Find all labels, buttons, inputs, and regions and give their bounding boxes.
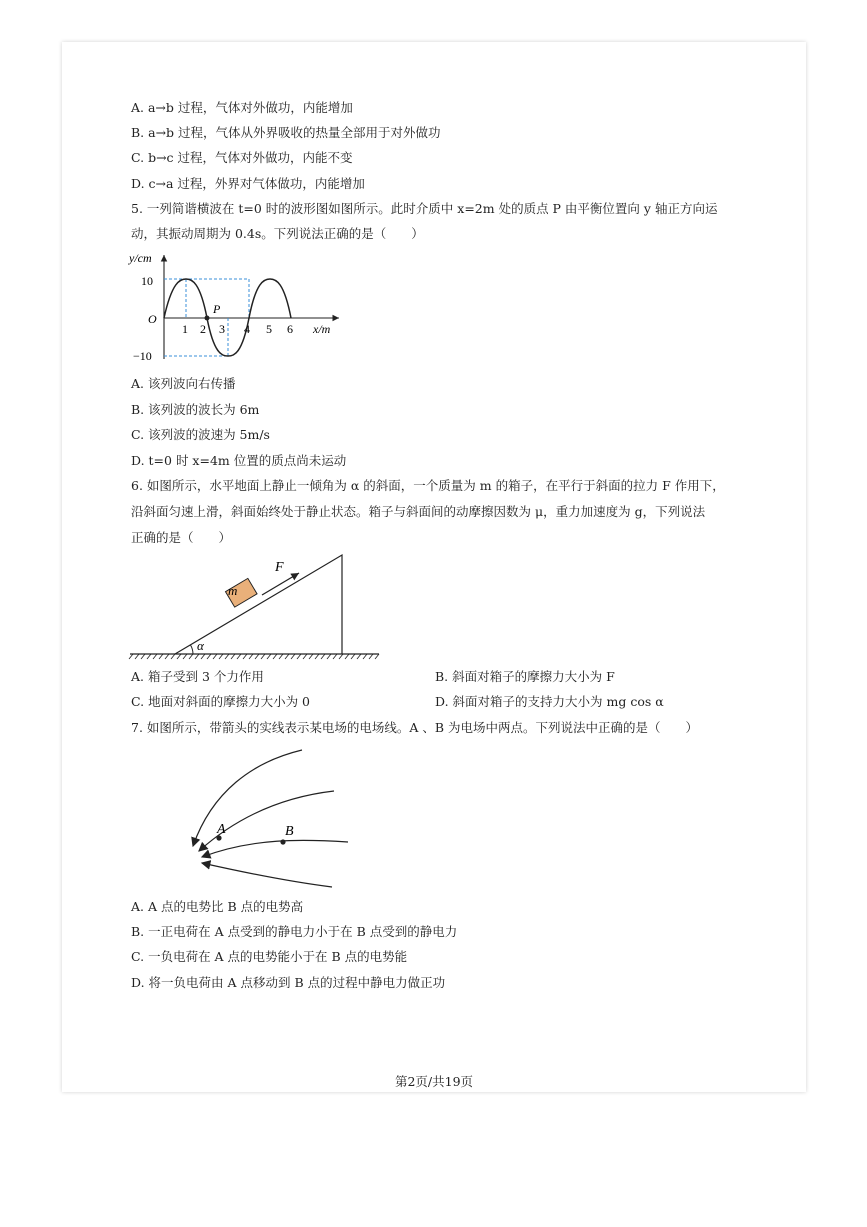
q6-option-d: D. 斜面对箱子的支持力大小为 mg cos α bbox=[435, 694, 664, 709]
x-tick-1: 1 bbox=[182, 322, 188, 336]
q5-option-a: A. 该列波向右传播 bbox=[131, 376, 236, 391]
q7-option-c: C. 一负电荷在 A 点的电势能小于在 B 点的电势能 bbox=[131, 949, 408, 964]
q6-option-a: A. 箱子受到 3 个力作用 bbox=[131, 669, 264, 684]
q7-option-d: D. 将一负电荷由 A 点移动到 B 点的过程中静电力做正功 bbox=[131, 975, 446, 990]
incline-figure bbox=[127, 550, 387, 665]
q6-option-c: C. 地面对斜面的摩擦力大小为 0 bbox=[131, 694, 310, 709]
q5-option-d: D. t=0 时 x=4m 位置的质点尚未运动 bbox=[131, 453, 347, 468]
origin-label: O bbox=[148, 312, 157, 326]
q6-stem-line3: 正确的是（ ） bbox=[131, 530, 232, 545]
point-p-label: P bbox=[213, 302, 221, 316]
document-page bbox=[62, 42, 806, 1092]
q7-option-b: B. 一正电荷在 A 点受到的静电力小于在 B 点受到的静电力 bbox=[131, 924, 458, 939]
wave-graph bbox=[127, 247, 347, 367]
x-tick-4: 4 bbox=[244, 322, 250, 336]
angle-label: α bbox=[197, 638, 204, 653]
q7-stem: 7. 如图所示，带箭头的实线表示某电场的电场线。A 、B 为电场中两点。下列说法中正确的是（ ） bbox=[131, 720, 699, 735]
q4-option-a: A. a→b 过程，气体对外做功，内能增加 bbox=[131, 100, 353, 115]
q6-stem-line1: 6. 如图所示，水平地面上静止一倾角为 α 的斜面，一个质量为 m 的箱子，在平行于斜面的拉力 F 作用下， bbox=[131, 478, 725, 493]
y-tick-10: 10 bbox=[141, 274, 153, 288]
q4-option-d: D. c→a 过程，外界对气体做功，内能增加 bbox=[131, 176, 365, 191]
q7-option-a: A. A 点的电势比 B 点的电势高 bbox=[131, 899, 304, 914]
q6-option-b: B. 斜面对箱子的摩擦力大小为 F bbox=[435, 669, 615, 684]
x-tick-6: 6 bbox=[287, 322, 293, 336]
q4-option-b: B. a→b 过程，气体从外界吸收的热量全部用于对外做功 bbox=[131, 125, 441, 140]
q5-option-c: C. 该列波的波速为 5m/s bbox=[131, 427, 270, 442]
angle-arc bbox=[191, 645, 194, 654]
field-line-4 bbox=[202, 863, 332, 887]
page-footer: 第2页/共19页 bbox=[394, 1074, 474, 1089]
field-lines-figure bbox=[122, 742, 362, 897]
x-tick-3: 3 bbox=[219, 322, 225, 336]
force-label: F bbox=[275, 560, 284, 575]
q5-stem-line2: 动，其振动周期为 0.4s。下列说法正确的是（ ） bbox=[131, 226, 424, 241]
point-b-label: B bbox=[285, 824, 294, 839]
point-a-label: A bbox=[217, 822, 226, 837]
field-line-3 bbox=[202, 840, 348, 857]
point-b-dot bbox=[280, 839, 285, 844]
y-tick-neg10: −10 bbox=[133, 349, 152, 363]
ground-hatch bbox=[129, 654, 379, 659]
x-axis-label: x/m bbox=[313, 322, 331, 336]
mass-label: m bbox=[228, 583, 238, 598]
point-p-dot bbox=[205, 316, 210, 321]
q6-stem-line2: 沿斜面匀速上滑，斜面始终处于静止状态。箱子与斜面间的动摩擦因数为 μ，重力加速度为 g，下列说法 bbox=[131, 504, 706, 519]
q5-stem-line1: 5. 一列简谐横波在 t=0 时的波形图如图所示。此时介质中 x=2m 处的质点 P 由平衡位置向 y 轴正方向运 bbox=[131, 201, 718, 216]
q5-option-b: B. 该列波的波长为 6m bbox=[131, 402, 260, 417]
x-tick-2: 2 bbox=[200, 322, 206, 336]
x-tick-5: 5 bbox=[266, 322, 272, 336]
q4-option-c: C. b→c 过程，气体对外做功，内能不变 bbox=[131, 150, 353, 165]
y-axis-label: y/cm bbox=[129, 251, 152, 265]
